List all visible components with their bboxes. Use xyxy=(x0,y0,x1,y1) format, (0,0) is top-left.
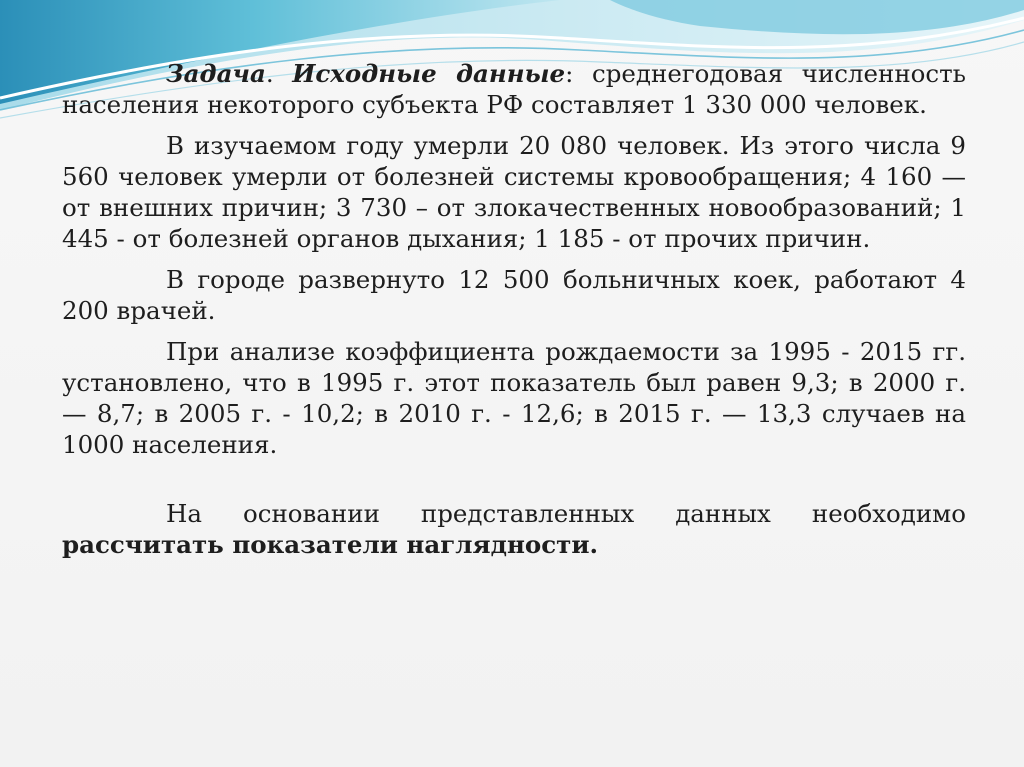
conclusion-emphasis: рассчитать показатели наглядности. xyxy=(62,530,599,559)
population-text: среднегодовая численность населения некоторого субъекта РФ составляет 1 330 000 человек. xyxy=(62,59,967,119)
conclusion-paragraph xyxy=(62,498,966,560)
task-label: Задача xyxy=(166,59,266,88)
city-resources-paragraph: В городе развернуто 12 500 больничных коек, работают 4 200 врачей. xyxy=(62,265,966,325)
task-text xyxy=(62,58,966,570)
task-label-sep: . xyxy=(265,59,293,88)
source-data-sep: : xyxy=(565,59,592,88)
source-data-label: Исходные данные xyxy=(292,59,566,88)
birth-rate-paragraph: При анализе коэффициента рождаемости за 1995 - 2015 гг. установлено, что в 1995 г. этот показатель был равен 9,3; в 2000 г. — 8,7; в 2005 г. - 10,2; в 2010 г. - 12,6; в 2015 г. — 13,3 случаев на 1000 населения. xyxy=(62,337,966,459)
task-intro-paragraph xyxy=(62,58,966,120)
conclusion-text: На основании представленных данных необходимо xyxy=(166,499,966,528)
mortality-paragraph: В изучаемом году умерли 20 080 человек. Из этого числа 9 560 человек умерли от болезней системы кровообращения; 4 160 — от внешних причин; 3 730 – от злокачественных новообразований; 1 445 - от болезней органов дыхания; 1 185 - от прочих причин. xyxy=(62,131,966,253)
